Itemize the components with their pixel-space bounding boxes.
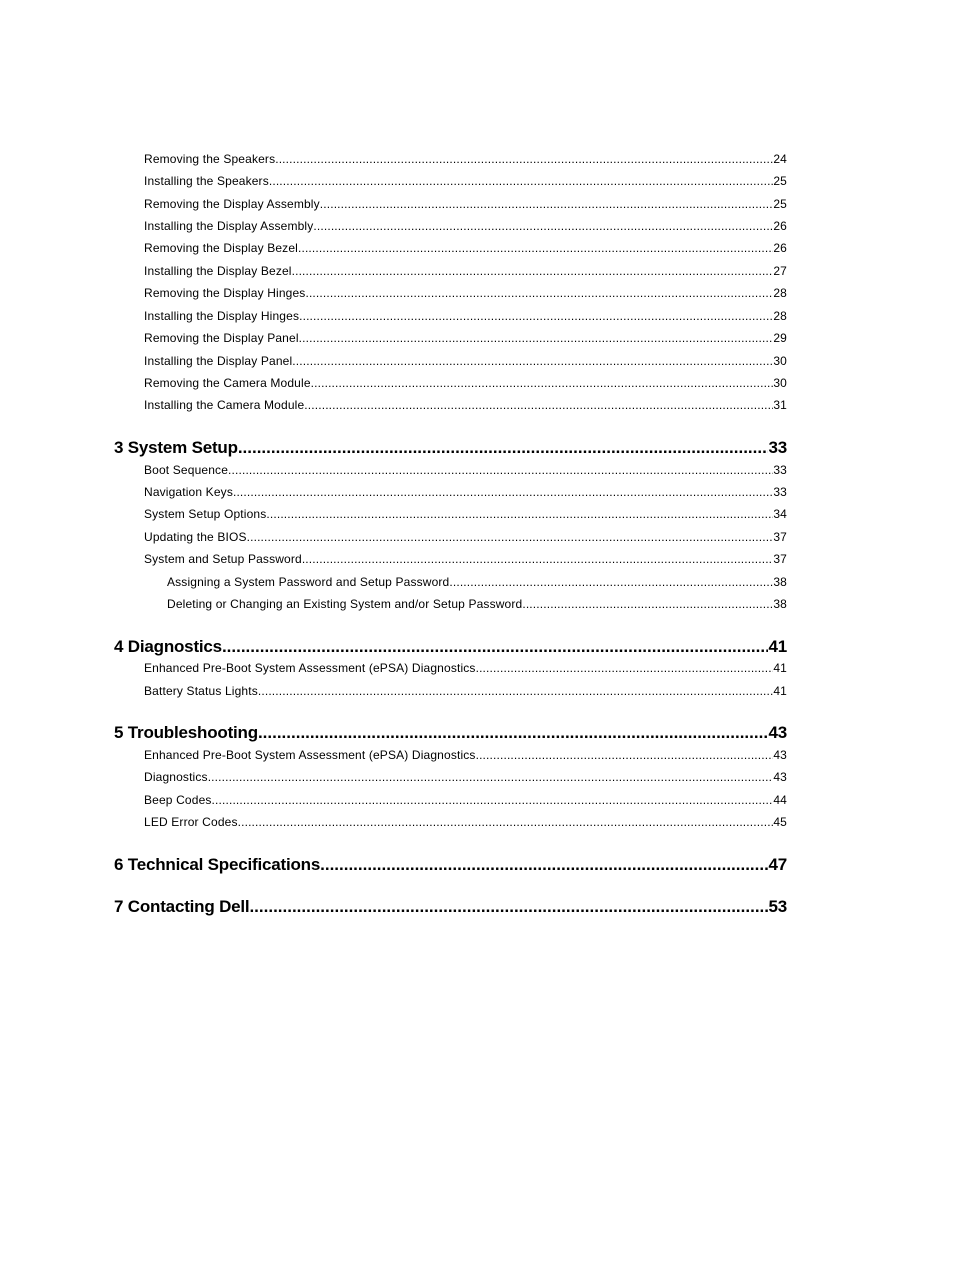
toc-entry-page: 37	[773, 552, 787, 566]
toc-entry-page: 25	[773, 174, 787, 188]
toc-entry-page: 45	[773, 815, 787, 829]
toc-entry-title: Removing the Display Panel	[144, 331, 299, 345]
toc-leader-dots	[238, 438, 769, 458]
toc-entry-page: 41	[773, 684, 787, 698]
toc-entry[interactable]	[144, 661, 787, 675]
toc-entry[interactable]	[144, 354, 787, 368]
toc-chapter-title: 7 Contacting Dell	[114, 897, 250, 916]
toc-entry[interactable]	[144, 309, 787, 323]
toc-subentry-title: Deleting or Changing an Existing System and/or Setup Password	[167, 597, 523, 611]
toc-leader-dots	[320, 855, 768, 875]
toc-leader-dots	[298, 241, 773, 255]
toc-chapter[interactable]	[114, 438, 787, 458]
toc-leader-dots	[522, 597, 773, 611]
toc-entry-title: Installing the Display Panel	[144, 354, 293, 368]
toc-entry-page: 28	[773, 286, 787, 300]
toc-entry[interactable]	[144, 552, 787, 566]
toc-entry[interactable]	[144, 331, 787, 345]
toc-entry-title: Removing the Display Hinges	[144, 286, 306, 300]
toc-subentry-title: Assigning a System Password and Setup Password	[167, 575, 450, 589]
toc-entry-title: Beep Codes	[144, 793, 212, 807]
toc-entry[interactable]	[144, 398, 787, 412]
toc-entry-page: 27	[773, 264, 787, 278]
toc-entry[interactable]	[144, 286, 787, 300]
toc-entry[interactable]	[144, 793, 787, 807]
toc-entry-page: 43	[773, 748, 787, 762]
toc-leader-dots	[292, 354, 773, 368]
toc-leader-dots	[275, 152, 773, 166]
toc-chapter-title: 6 Technical Specifications	[114, 855, 321, 874]
toc-leader-dots	[476, 748, 774, 762]
toc-subentry-page: 38	[773, 575, 787, 589]
toc-leader-dots	[238, 815, 774, 829]
toc-entry[interactable]	[144, 241, 787, 255]
toc-entry[interactable]	[144, 219, 787, 233]
toc-entry-page: 26	[773, 219, 787, 233]
toc-leader-dots	[311, 376, 774, 390]
toc-entry-page: 26	[773, 241, 787, 255]
toc-leader-dots	[304, 398, 773, 412]
toc-leader-dots	[249, 897, 768, 917]
toc-leader-dots	[449, 575, 773, 589]
toc-chapter[interactable]	[114, 897, 787, 917]
toc-entry-title: Installing the Camera Module	[144, 398, 305, 412]
toc-entry[interactable]	[144, 152, 787, 166]
toc-entry-page: 29	[773, 331, 787, 345]
toc-entry-title: Enhanced Pre-Boot System Assessment (ePSA) Diagnostics	[144, 661, 476, 675]
toc-entry-title: Enhanced Pre-Boot System Assessment (ePSA) Diagnostics	[144, 748, 476, 762]
toc-chapter-page: 41	[768, 637, 787, 656]
toc-entry-title: System and Setup Password	[144, 552, 302, 566]
toc-chapter-page: 33	[768, 438, 787, 457]
toc-entry-title: System Setup Options	[144, 507, 267, 521]
toc-entry-page: 31	[773, 398, 787, 412]
toc-leader-dots	[266, 507, 773, 521]
toc-entry-title: Installing the Display Hinges	[144, 309, 300, 323]
toc-leader-dots	[292, 264, 774, 278]
toc-entry-title: Battery Status Lights	[144, 684, 258, 698]
toc-entry-page: 28	[773, 309, 787, 323]
toc-entry[interactable]	[144, 507, 787, 521]
toc-leader-dots	[258, 723, 769, 743]
toc-entry-title: Navigation Keys	[144, 485, 233, 499]
toc-leader-dots	[247, 530, 774, 544]
toc-leader-dots	[299, 309, 773, 323]
toc-entry[interactable]	[144, 376, 787, 390]
toc-entry-title: Removing the Display Assembly	[144, 197, 320, 211]
toc-entry-page: 33	[773, 485, 787, 499]
toc-leader-dots	[269, 174, 773, 188]
toc-leader-dots	[212, 793, 774, 807]
toc-leader-dots	[299, 331, 774, 345]
toc-entry-title: Installing the Speakers	[144, 174, 269, 188]
toc-entry-title: Installing the Display Bezel	[144, 264, 292, 278]
toc-entry-page: 44	[773, 793, 787, 807]
toc-chapter[interactable]	[114, 855, 787, 875]
toc-subentry[interactable]	[167, 597, 787, 611]
toc-entry[interactable]	[144, 815, 787, 829]
toc-entry-title: Removing the Display Bezel	[144, 241, 298, 255]
toc-chapter[interactable]	[114, 637, 787, 657]
toc-entry-page: 30	[773, 354, 787, 368]
toc-subentry-page: 38	[773, 597, 787, 611]
toc-entry[interactable]	[144, 485, 787, 499]
toc-leader-dots	[228, 463, 773, 477]
toc-entry[interactable]	[144, 264, 787, 278]
toc-entry[interactable]	[144, 463, 787, 477]
toc-chapter-title: 3 System Setup	[114, 438, 238, 457]
toc-entry-page: 41	[773, 661, 787, 675]
toc-entry-title: Boot Sequence	[144, 463, 229, 477]
toc-chapter-title: 4 Diagnostics	[114, 637, 222, 656]
toc-entry[interactable]	[144, 770, 787, 784]
toc-entry-page: 25	[773, 197, 787, 211]
toc-leader-dots	[258, 684, 773, 698]
toc-entry-page: 24	[773, 152, 787, 166]
toc-entry-page: 33	[773, 463, 787, 477]
toc-subentry[interactable]	[167, 575, 787, 589]
toc-entry[interactable]	[144, 197, 787, 211]
toc-entry[interactable]	[144, 530, 787, 544]
toc-chapter-title: 5 Troubleshooting	[114, 723, 258, 742]
toc-chapter-page: 43	[768, 723, 787, 742]
toc-entry-title: Diagnostics	[144, 770, 208, 784]
toc-leader-dots	[208, 770, 774, 784]
toc-entry-page: 37	[773, 530, 787, 544]
toc-chapter-page: 47	[768, 855, 787, 874]
toc-leader-dots	[476, 661, 774, 675]
toc-chapter-page: 53	[768, 897, 787, 916]
toc-leader-dots	[313, 219, 773, 233]
toc-entry-title: Updating the BIOS	[144, 530, 247, 544]
toc-entry-page: 30	[773, 376, 787, 390]
toc-leader-dots	[320, 197, 774, 211]
toc-leader-dots	[222, 637, 769, 657]
toc-entry[interactable]	[144, 684, 787, 698]
toc-entry-page: 43	[773, 770, 787, 784]
toc-leader-dots	[302, 552, 774, 566]
toc-entry-title: Removing the Camera Module	[144, 376, 311, 390]
toc-entry-page: 34	[773, 507, 787, 521]
toc-chapter[interactable]	[114, 723, 787, 743]
toc-leader-dots	[233, 485, 773, 499]
toc-entry[interactable]	[144, 748, 787, 762]
toc-entry-title: Installing the Display Assembly	[144, 219, 314, 233]
toc-leader-dots	[305, 286, 773, 300]
toc-entry-title: Removing the Speakers	[144, 152, 276, 166]
toc-entry[interactable]	[144, 174, 787, 188]
toc-entry-title: LED Error Codes	[144, 815, 238, 829]
